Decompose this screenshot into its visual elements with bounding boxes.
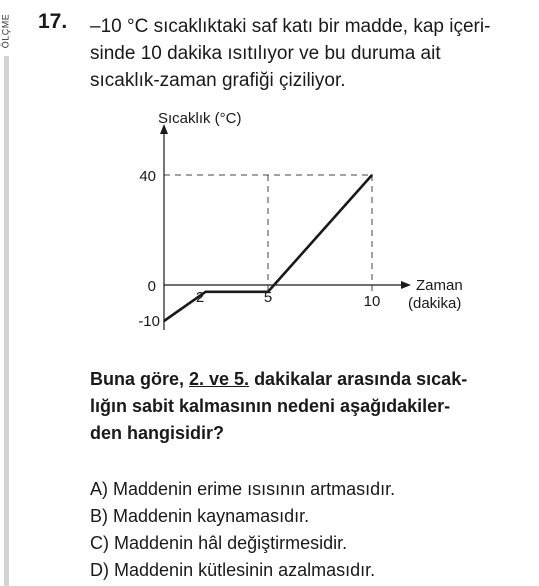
question-prompt <box>90 366 530 447</box>
option-d-letter: D) <box>90 560 109 580</box>
side-bar <box>4 56 9 586</box>
x-tick-10: 10 <box>363 293 381 310</box>
stem-line-3: sıcaklık-zaman grafiği çiziliyor. <box>90 70 346 91</box>
option-d[interactable] <box>90 557 395 584</box>
x-axis-arrow <box>401 281 411 289</box>
option-a[interactable] <box>90 476 395 503</box>
option-b[interactable] <box>90 503 395 530</box>
guide-lines <box>164 175 372 292</box>
x-tick-5: 5 <box>263 289 273 306</box>
side-section-label: ÖLÇME <box>0 13 11 49</box>
y-tick-minus-10: -10 <box>138 313 160 330</box>
prompt-line-2: lığın sabit kalmasının nedeni aşağıdakiler- <box>90 396 451 416</box>
y-axis-label: Sıcaklık (°C) <box>158 110 242 127</box>
stem-line-1: –10 °C sıcaklıktaki saf katı bir madde, kap içeri- <box>90 16 491 37</box>
option-d-text: Maddenin kütlesinin azalmasıdır. <box>114 560 376 580</box>
x-tick-2: 2 <box>195 289 205 306</box>
prompt-underlined-minutes: 2. ve 5. <box>189 369 250 389</box>
data-point-0 <box>163 320 165 322</box>
prompt-line-1 <box>90 366 530 393</box>
question-number: 17. <box>38 10 68 33</box>
temperature-time-graph <box>120 100 490 340</box>
y-tick-40: 40 <box>139 168 156 185</box>
option-a-text: Maddenin erime ısısının artmasıdır. <box>113 479 396 499</box>
option-b-letter: B) <box>90 506 108 526</box>
answer-options <box>90 476 395 584</box>
x-axis-unit: (dakika) <box>408 295 462 312</box>
option-c-letter: C) <box>90 533 109 553</box>
data-point-1 <box>205 291 207 293</box>
prompt-line-3: den hangisidir? <box>90 423 225 443</box>
side-tab <box>0 0 12 586</box>
y-tick-0: 0 <box>147 278 156 295</box>
prompt-line-1-start: Buna göre, <box>90 369 190 389</box>
stem-line-2: sinde 10 dakika ısıtılıyor ve bu duruma ait <box>90 43 441 64</box>
option-c-text: Maddenin hâl değiştirmesidir. <box>114 533 348 553</box>
option-c[interactable] <box>90 530 395 557</box>
x-axis-label: Zaman <box>416 277 463 294</box>
data-point-3 <box>371 174 373 176</box>
prompt-line-1-end: dakikalar arasında sıcak- <box>249 369 468 389</box>
option-a-letter: A) <box>90 479 108 499</box>
option-b-text: Maddenin kaynamasıdır. <box>113 506 310 526</box>
question-stem <box>90 13 530 94</box>
